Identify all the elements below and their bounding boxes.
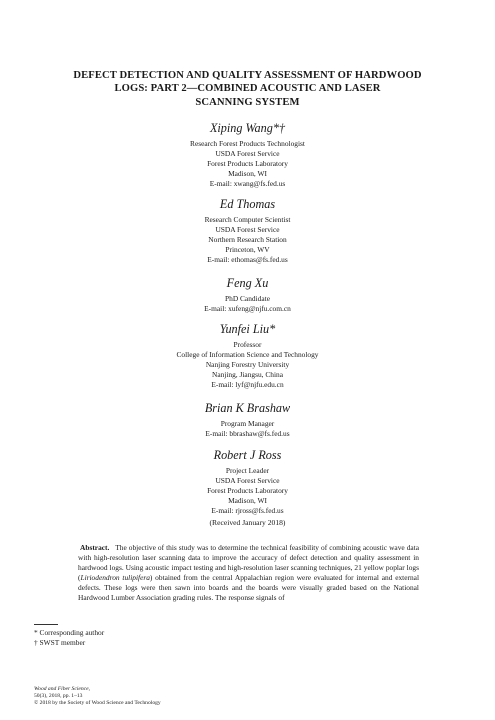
author-name: Robert J Ross bbox=[213, 448, 282, 462]
affiliation-line: Nanjing Forestry University bbox=[205, 359, 290, 369]
author-name: Xiping Wang*† bbox=[209, 121, 286, 135]
author-block-ross bbox=[60, 448, 435, 516]
affiliation-line: Madison, WI bbox=[228, 495, 267, 505]
affiliation-line: College of Information Science and Technology bbox=[176, 349, 319, 359]
author-block-thomas bbox=[60, 197, 435, 265]
title-line: DEFECT DETECTION AND QUALITY ASSESSMENT OF HARDWOOD bbox=[73, 70, 422, 81]
affiliation-line: USDA Forest Service bbox=[215, 475, 280, 485]
affiliation-line: Princeton, WV bbox=[225, 244, 270, 254]
journal-citation bbox=[34, 686, 161, 707]
affiliation-line: Northern Research Station bbox=[208, 234, 287, 244]
affiliation-line: Nanjing, Jiangsu, China bbox=[211, 369, 284, 379]
author-title: Program Manager bbox=[220, 419, 275, 428]
paper-title bbox=[30, 69, 465, 109]
affiliation-line: Forest Products Laboratory bbox=[207, 158, 288, 168]
abstract bbox=[78, 543, 419, 604]
author-email: E-mail: lyf@njfu.edu.cn bbox=[211, 379, 284, 389]
affiliation-line: Forest Products Laboratory bbox=[207, 485, 288, 495]
author-title: Research Forest Products Technologist bbox=[190, 139, 305, 148]
author-email: E-mail: ethomas@fs.fed.us bbox=[207, 254, 288, 264]
affiliation-line: Madison, WI bbox=[228, 168, 267, 178]
abstract-text-continued: ) obtained from the central Appalachian region were evaluated for internal and external defects. These logs were then sawn into boards and the boards were visually graded based on the National Hardwood Lumber Association grading rules. The response signals of bbox=[78, 573, 419, 603]
author-email: E-mail: xwang@fs.fed.us bbox=[209, 178, 286, 188]
abstract-label: Abstract. bbox=[80, 543, 110, 552]
title-line: SCANNING SYSTEM bbox=[195, 96, 300, 108]
citation-line bbox=[34, 686, 161, 700]
author-email: E-mail: xufeng@njfu.com.cn bbox=[204, 303, 291, 313]
author-block-brashaw bbox=[60, 401, 435, 439]
footnote-corresponding: * Corresponding author bbox=[34, 628, 105, 637]
author-block-liu bbox=[60, 322, 435, 390]
abstract-text: The objective of this study was to determine the technical feasibility of combining acoustic wave data with high-resolution laser scanning data to improve the accuracy of defect detection and quality assessment in hardwood logs. Using acoustic impact testing and high-resolution laser scanning techniques, 21 yellow poplar logs ( bbox=[78, 543, 420, 583]
affiliation-line: USDA Forest Service bbox=[215, 224, 280, 234]
author-name: Yunfei Liu* bbox=[219, 322, 276, 336]
author-name: Ed Thomas bbox=[219, 197, 276, 211]
citation-details: 50(3), 2018, pp. 1–13 bbox=[34, 693, 83, 699]
author-title: Project Leader bbox=[225, 466, 270, 475]
affiliation-line: USDA Forest Service bbox=[215, 148, 280, 158]
author-block-xu bbox=[60, 276, 435, 314]
author-name: Brian K Brashaw bbox=[204, 401, 291, 415]
species-name: Liriodendron tulipifera bbox=[80, 573, 150, 583]
author-email: E-mail: bbrashaw@fs.fed.us bbox=[205, 428, 290, 438]
footnote-divider bbox=[34, 624, 58, 625]
title-line: LOGS: PART 2—COMBINED ACOUSTIC AND LASER bbox=[114, 83, 381, 95]
journal-name: Wood and Fiber Science, bbox=[34, 686, 91, 692]
footnotes bbox=[34, 628, 104, 648]
footnote-swst: † SWST member bbox=[34, 638, 86, 647]
author-title: Research Computer Scientist bbox=[204, 215, 291, 224]
author-title: PhD Candidate bbox=[225, 294, 270, 303]
received-date: (Received January 2018) bbox=[209, 518, 286, 527]
copyright-line: © 2018 by the Society of Wood Science and Technology bbox=[34, 700, 161, 706]
author-block-wang bbox=[60, 121, 435, 189]
author-title: Professor bbox=[233, 340, 262, 349]
author-email: E-mail: rjross@fs.fed.us bbox=[211, 505, 284, 515]
author-name: Feng Xu bbox=[226, 276, 269, 290]
